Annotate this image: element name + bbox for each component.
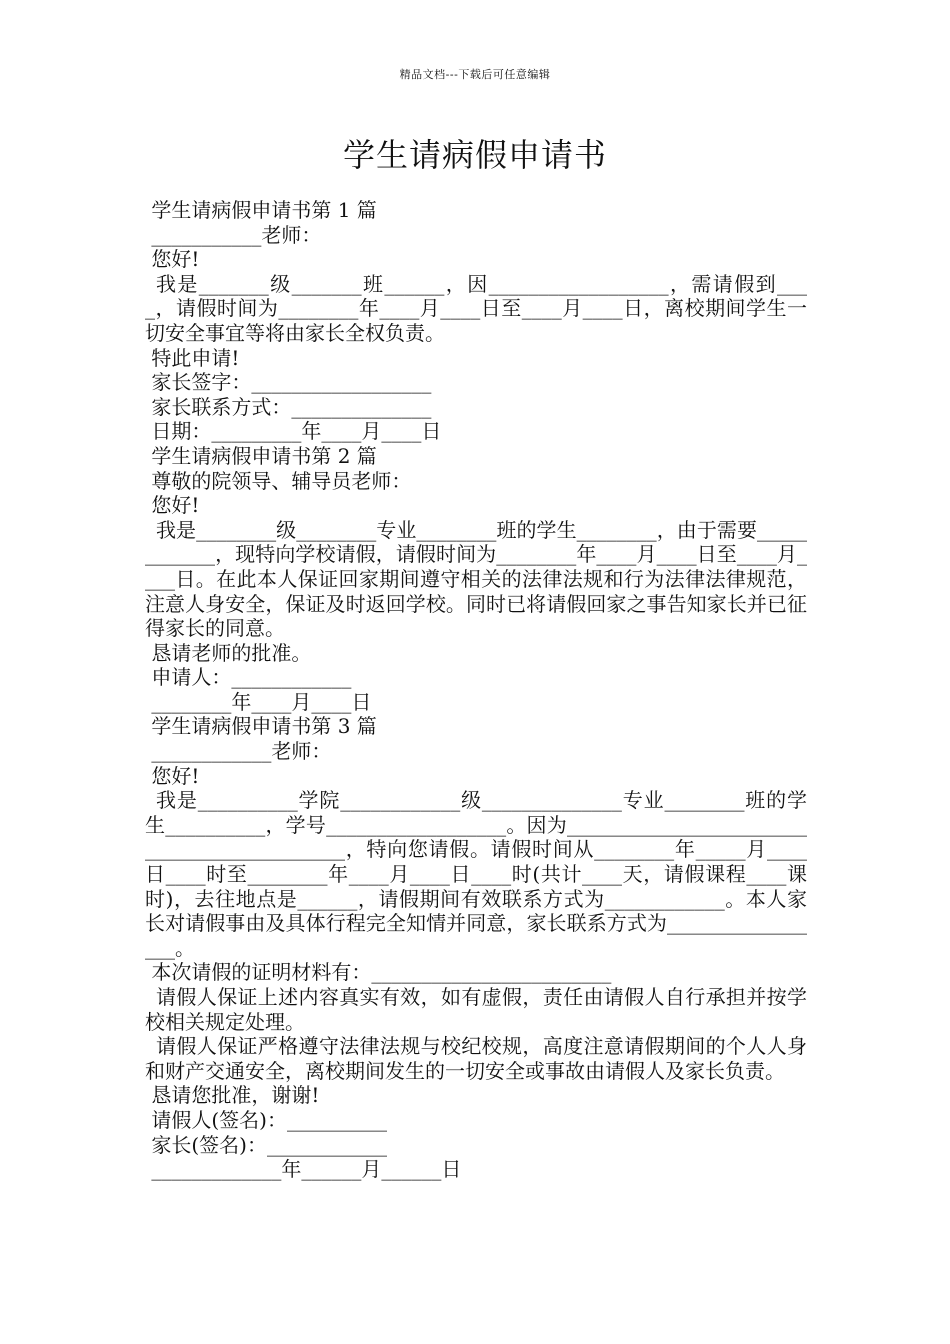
section-heading-3: 学生请病假申请书第 3 篇: [145, 714, 377, 739]
parent-signature-line: 家长签字：__________________: [145, 370, 432, 395]
date-line: ________年____月____日: [145, 689, 372, 714]
applicant-line: 申请人：____________: [145, 665, 352, 690]
parent-contact-line: 家长联系方式：______________: [145, 394, 432, 419]
greeting: 您好!: [145, 247, 200, 272]
salutation-leaders: 尊敬的院领导、辅导员老师：: [145, 468, 412, 493]
paragraph-request-2: 我是________级________专业________班的学生________，由于需要____________，现特向学校请假，请假时间为________年____月____日至____月____日。在此本人保证回家期间遵守相关的法律法规和行为法律法律规范，注意人身安全，保证及时返回学校。同时已将请假回家之事告知家长并已征得家长的同意。: [145, 517, 807, 641]
parent-signature-line: 家长(签名)：____________: [145, 1132, 387, 1157]
greeting: 您好!: [145, 763, 200, 788]
closing-line: 恳请您批准，谢谢!: [145, 1083, 320, 1108]
paragraph-request-3: 我是__________学院____________级______________专业________班的学生__________，学号__________________。因为____________________________________________，特向您请假。请假时间从________年_____月____日____时至________年____月____日____时(共计____天，请假课程____课时)，去往地点是______，请假期间有效联系方式为____________。本人家长对请假事由及具体行程完全知情并同意，家长联系方式为_________________。: [145, 788, 807, 960]
paragraph-guarantee-1: 请假人保证上述内容真实有效，如有虚假，责任由请假人自行承担并按学校相关规定处理。: [145, 985, 807, 1034]
salutation-teacher: ___________老师：: [145, 222, 322, 247]
section-heading-2: 学生请病假申请书第 2 篇: [145, 443, 377, 468]
closing-line: 恳请老师的批准。: [145, 640, 312, 665]
section-heading-1: 学生请病假申请书第 1 篇: [145, 198, 377, 222]
salutation-teacher: ____________老师：: [145, 739, 332, 764]
date-line: _____________年______月______日: [145, 1157, 462, 1182]
page-header: 精品文档---下载后可任意编辑: [399, 68, 551, 81]
date-line: 日期：_________年____月____日: [145, 419, 442, 444]
evidence-line: 本次请假的证明材料有：________________________: [145, 960, 612, 985]
paragraph-guarantee-2: 请假人保证严格遵守法律法规与校纪校规，高度注意请假期间的个人人身和财产交通安全，离校期间发生的一切安全或事故由请假人及家长负责。: [145, 1034, 807, 1083]
closing-line: 特此申请!: [145, 345, 240, 370]
paragraph-request-1: 我是_______级_______班______，因__________________，需请假到____，请假时间为________年____月____日至____月____日，离校期间学生一切安全事宜等将由家长全权负责。: [145, 271, 807, 345]
document-body: [145, 198, 807, 1182]
greeting: 您好!: [145, 493, 200, 518]
document-title: 学生请病假申请书: [342, 136, 607, 174]
applicant-signature-line: 请假人(签名)：__________: [145, 1107, 387, 1132]
